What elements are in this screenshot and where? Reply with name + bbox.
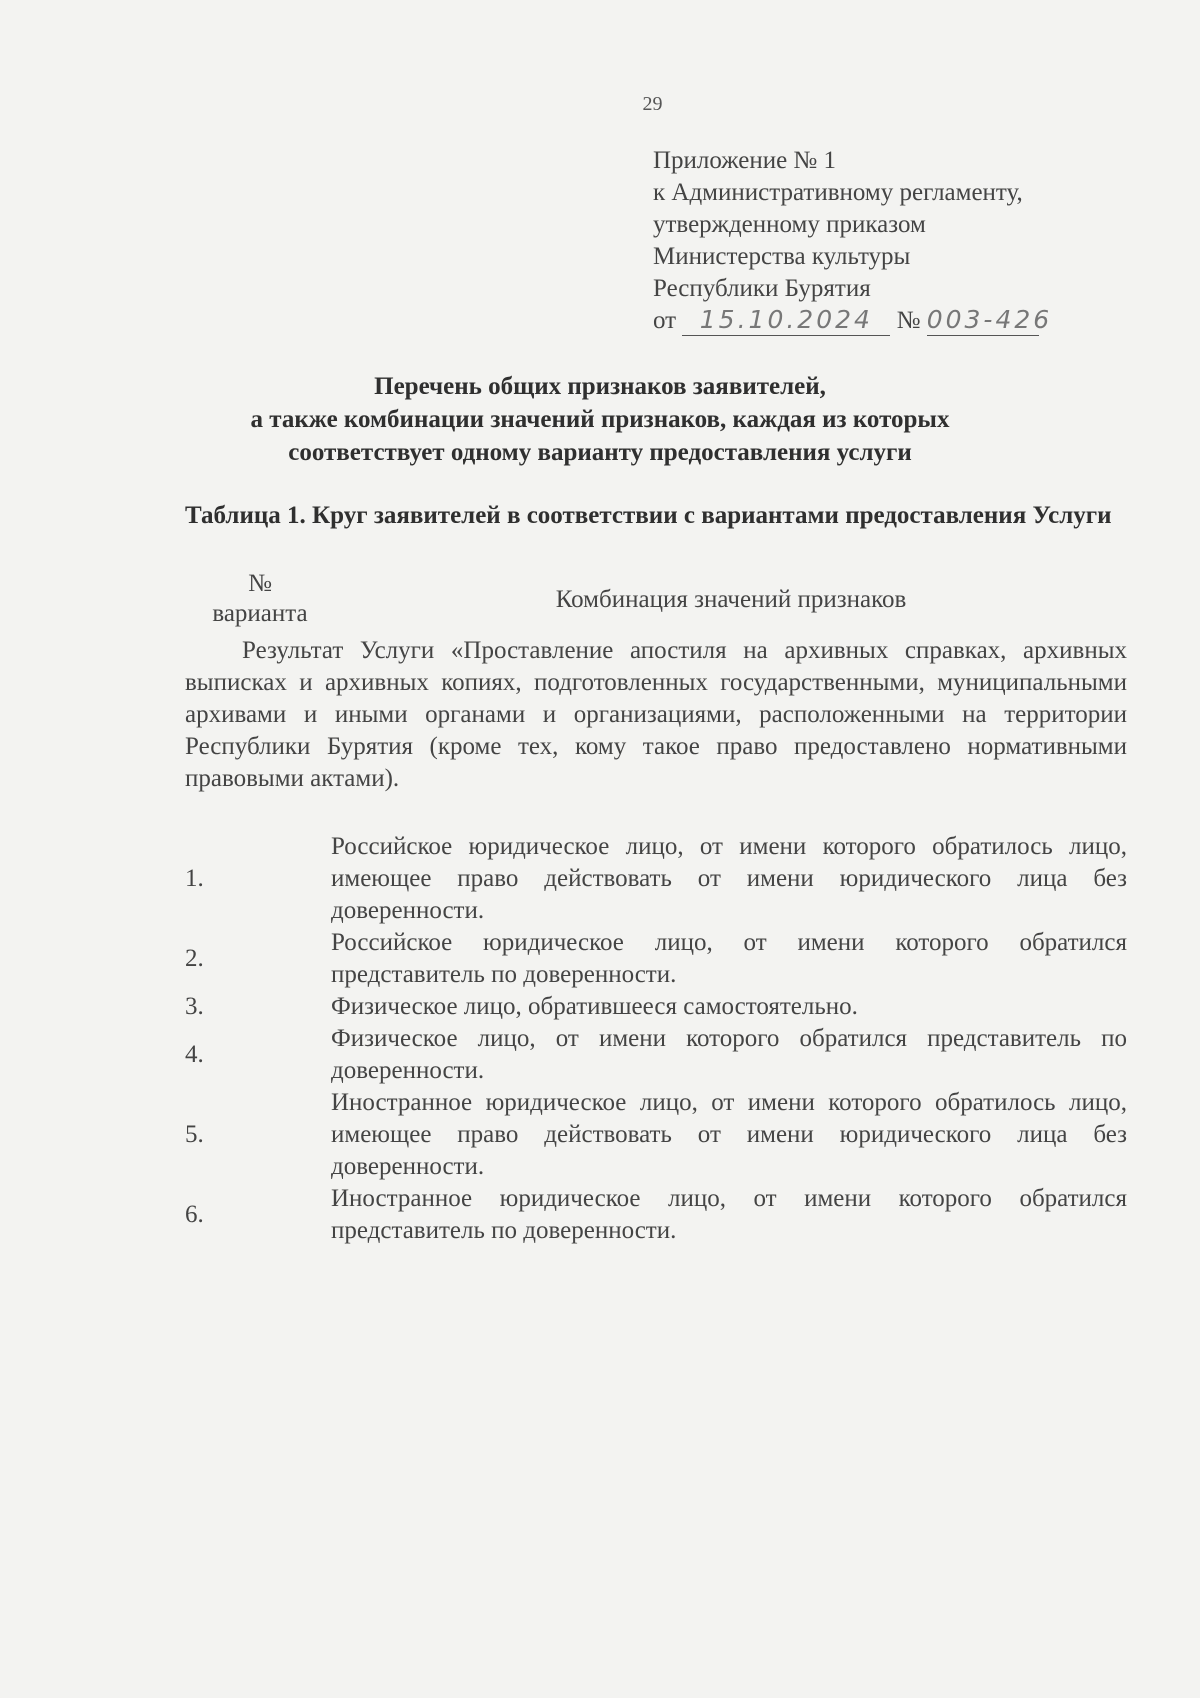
service-result-text: Результат Услуги «Проставление апостиля на архивных справках, архивных выписках и архивных копиях, подготовленных государственными, муниципальными архивами и иными органами и организациями, расположенными на территории Республики Бурятия (кроме тех, кому такое право предоставлено нормативными правовыми актами). (185, 637, 1127, 792)
number-prefix: № (896, 307, 921, 334)
table-row (185, 1087, 1127, 1183)
table-row (185, 991, 1127, 1023)
appendix-line: Республики Бурятия (653, 275, 871, 302)
header-num-label: варианта (212, 600, 308, 627)
appendix-line: утвержденному приказом (653, 211, 926, 238)
variant-text: Физическое лицо, обратившееся самостоятельно. (331, 993, 858, 1020)
appendix-line: Приложение № 1 (653, 147, 837, 174)
header-variant-number (185, 565, 335, 635)
variant-number: 3. (185, 993, 204, 1020)
header-num-sign: № (248, 570, 272, 597)
table-row (185, 1023, 1127, 1087)
approval-line (653, 305, 1113, 337)
handwritten-number: 003-426 (926, 305, 1053, 334)
applicants-table (185, 565, 1127, 1247)
date-prefix: от (653, 307, 677, 334)
title-line: Перечень общих признаков заявителей, (374, 373, 826, 400)
variant-rows (185, 831, 1127, 1247)
table-header (185, 565, 1127, 635)
variant-text: Российское юридическое лицо, от имени которого обратилось лицо, имеющее право действовать от имени юридического лица без доверенности. (331, 833, 1127, 924)
variant-number: 6. (185, 1201, 204, 1228)
variant-text: Иностранное юридическое лицо, от имени которого обратилось лицо, имеющее право действовать от имени юридического лица без доверенности. (331, 1089, 1127, 1180)
variant-number: 2. (185, 945, 204, 972)
appendix-block (653, 145, 1113, 337)
table-row (185, 1183, 1127, 1247)
header-combination: Комбинация значений признаков (555, 586, 907, 613)
variant-number: 5. (185, 1121, 204, 1148)
appendix-line: Министерства культуры (653, 243, 911, 270)
handwritten-date: 15.10.2024 (682, 305, 890, 336)
title-line: соответствует одному варианту предоставления услуги (288, 439, 912, 466)
document-title (150, 370, 1050, 469)
table-row (185, 927, 1127, 991)
variant-text: Российское юридическое лицо, от имени которого обратился представитель по доверенности. (331, 929, 1127, 988)
table-caption: Таблица 1. Круг заявителей в соответствии с вариантами предоставления Услуги (185, 502, 1112, 529)
variant-number: 1. (185, 865, 204, 892)
variant-number: 4. (185, 1041, 204, 1068)
page-number: 29 (642, 93, 663, 115)
table-row (185, 831, 1127, 927)
appendix-line: к Административному регламенту, (653, 179, 1023, 206)
variant-text: Физическое лицо, от имени которого обратился представитель по доверенности. (331, 1025, 1127, 1084)
variant-text: Иностранное юридическое лицо, от имени которого обратился представитель по доверенности. (331, 1185, 1127, 1244)
title-line: а также комбинации значений признаков, каждая из которых (250, 406, 950, 433)
